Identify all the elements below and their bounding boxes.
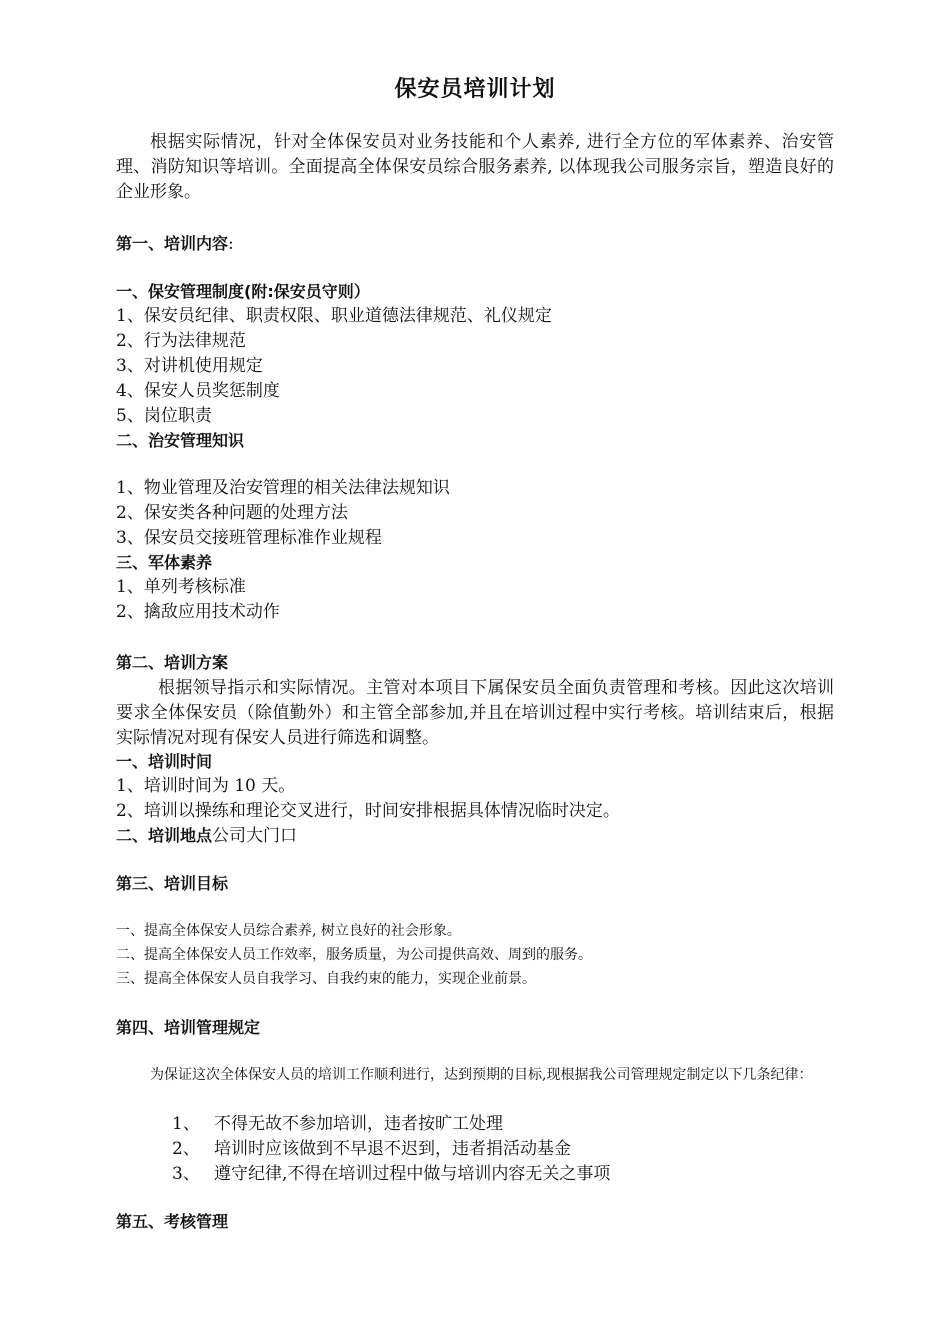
intro-paragraph: 根据实际情况，针对全体保安员对业务技能和个人素养, 进行全方位的军体素养、治安管理、消防知识等培训。全面提高全体保安员综合服务素养, 以体现我公司服务宗旨，塑造良好的企业形象。 xyxy=(116,132,834,202)
rule-number: 3、 xyxy=(172,1164,200,1184)
section1-heading-line xyxy=(116,232,836,256)
section1-heading: 第一、培训内容 xyxy=(116,234,229,253)
section4-paragraph: 为保证这次全体保安人员的培训工作顺利进行，达到预期的目标,现根据我公司管理规定制定以下几条纪律： xyxy=(150,1067,813,1083)
section1-heading-suffix: : xyxy=(228,234,234,254)
list-item: 4、保安人员奖惩制度 xyxy=(116,381,280,401)
list-item: 一、提高全体保安人员综合素养, 树立良好的社会形象。 xyxy=(116,923,461,939)
section2-time-heading: 一、培训时间 xyxy=(116,752,213,771)
list-item: 二、提高全体保安人员工作效率，服务质量，为公司提供高效、周到的服务。 xyxy=(116,947,592,963)
rule-number: 2、 xyxy=(172,1139,200,1159)
document-title: 保安员培训计划 xyxy=(394,77,556,102)
list-item: 3、对讲机使用规定 xyxy=(116,356,263,376)
section4-heading: 第四、培训管理规定 xyxy=(116,1018,261,1037)
list-item: 1、物业管理及治安管理的相关法律法规知识 xyxy=(116,478,450,498)
list-item: 3、保安员交接班管理标准作业规程 xyxy=(116,528,382,548)
rule-text: 培训时应该做到不早退不迟到，违者捐活动基金 xyxy=(214,1139,571,1159)
section2-paragraph: 根据领导指示和实际情况。主管对本项目下属保安员全面负责管理和考核。因此这次培训要求全体保安员（除值勤外）和主管全部参加,并且在培训过程中实行考核。培训结束后，根据实际情况对现有保安人员进行筛选和调整。 xyxy=(116,678,834,748)
list-item: 2、保安类各种问题的处理方法 xyxy=(116,503,348,523)
section2-place-line xyxy=(116,824,836,848)
section2-heading: 第二、培训方案 xyxy=(116,653,229,672)
list-item: 三、提高全体保安人员自我学习、自我约束的能力，实现企业前景。 xyxy=(116,971,536,987)
section3-heading: 第三、培训目标 xyxy=(116,874,229,893)
list-item: 1、培训时间为 10 天。 xyxy=(116,776,296,796)
list-item: 2、行为法律规范 xyxy=(116,331,246,351)
rule-text: 不得无故不参加培训，违者按旷工处理 xyxy=(214,1114,503,1134)
list-item: 1、保安员纪律、职责权限、职业道德法律规范、礼仪规定 xyxy=(116,306,552,326)
list-item: 2、培训以操练和理论交叉进行，时间安排根据具体情况临时决定。 xyxy=(116,801,620,821)
rule-item xyxy=(172,1137,772,1161)
section1-part3-heading: 三、军体素养 xyxy=(116,553,213,572)
section5-heading: 第五、考核管理 xyxy=(116,1212,229,1231)
list-item: 1、单列考核标准 xyxy=(116,577,246,597)
list-item: 2、擒敌应用技术动作 xyxy=(116,602,280,622)
section1-part1-heading: 一、保安管理制度(附:保安员守则） xyxy=(116,282,370,301)
rule-item xyxy=(172,1162,772,1186)
section1-part2-heading: 二、治安管理知识 xyxy=(116,431,245,450)
rule-item xyxy=(172,1112,772,1136)
rule-text: 遵守纪律,不得在培训过程中做与培训内容无关之事项 xyxy=(214,1164,611,1184)
section2-place-heading: 二、培训地点 xyxy=(116,826,213,845)
section2-place-value: 公司大门口 xyxy=(212,826,298,846)
list-item: 5、岗位职责 xyxy=(116,406,212,426)
rule-number: 1、 xyxy=(172,1114,200,1134)
